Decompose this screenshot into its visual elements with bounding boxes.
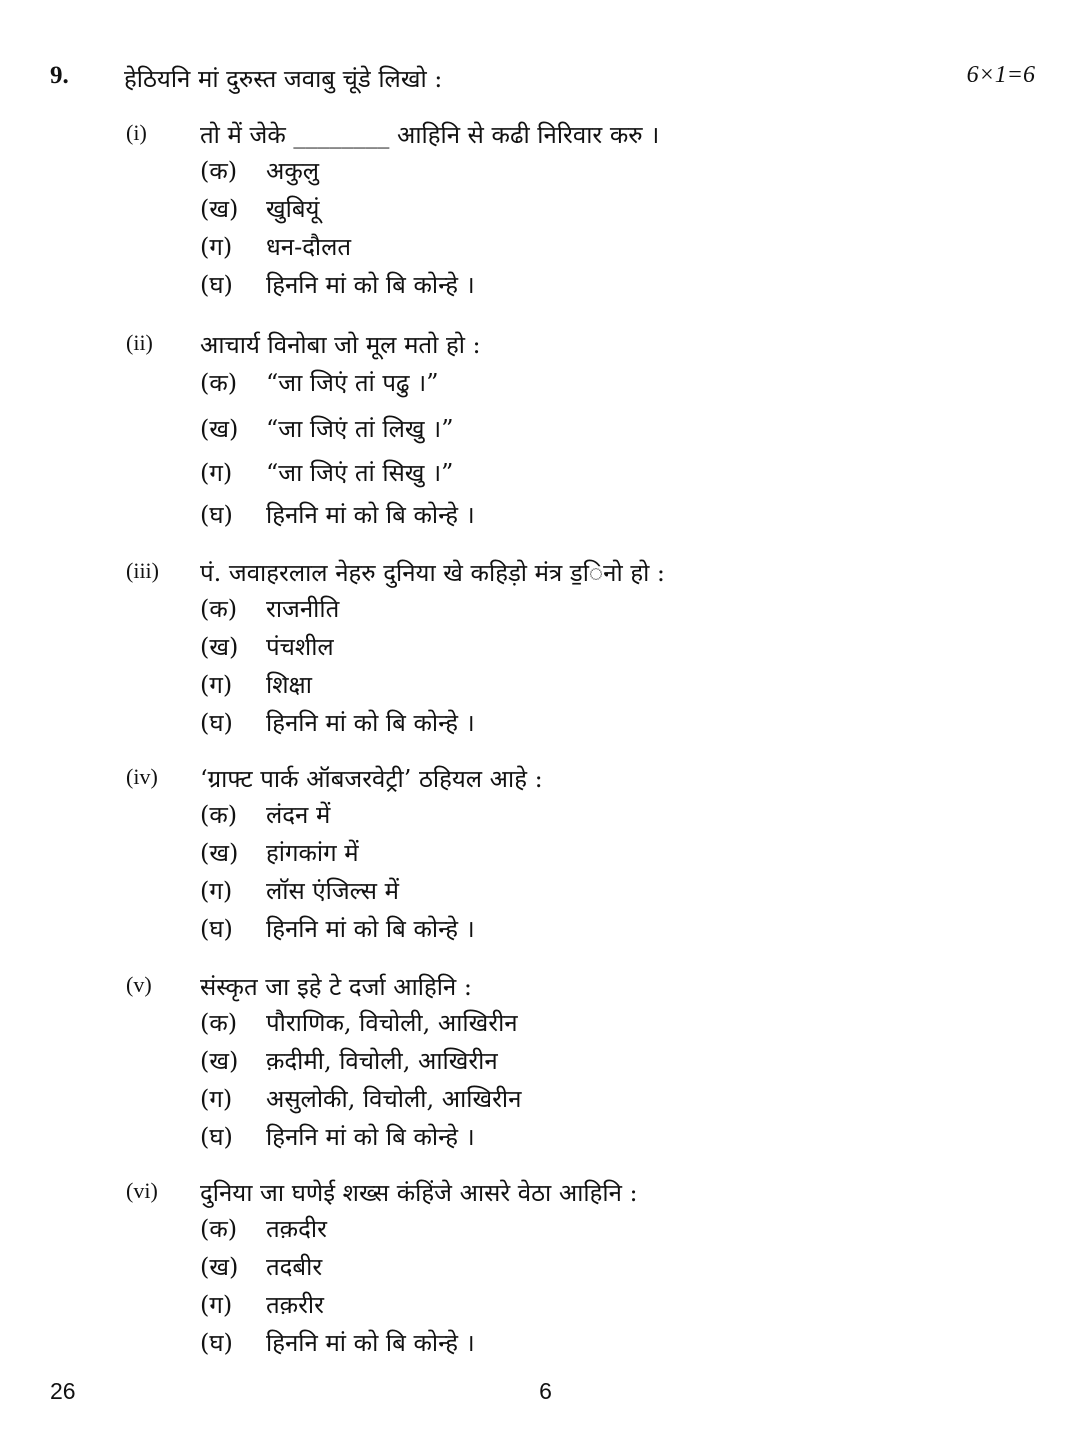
option-label: (क): [200, 801, 238, 829]
option-label: (ग): [200, 233, 233, 261]
answer-option: [200, 836, 359, 869]
option-text: असुलोकी, विचोली, आखिरीन: [266, 1085, 522, 1113]
answer-option: [200, 706, 475, 739]
answer-option: [200, 154, 319, 187]
answer-option: [200, 1250, 322, 1283]
option-text: लंदन में: [266, 801, 331, 829]
option-label: (ग): [200, 671, 233, 699]
option-label: (क): [200, 1009, 238, 1037]
option-label: (क): [200, 369, 238, 397]
answer-option: [200, 456, 453, 489]
option-text: पौराणिक, विचोली, आखिरीन: [266, 1009, 518, 1037]
question-instruction: हेठियनि मां दुरुस्त जवाबु चूंडे लिखो :: [124, 65, 443, 93]
answer-option: [200, 412, 454, 445]
option-label: (ख): [200, 839, 239, 867]
answer-option: [200, 192, 319, 225]
option-text: हांगकांग में: [266, 839, 359, 867]
answer-option: [200, 1044, 498, 1077]
answer-option: [200, 912, 475, 945]
answer-option: [200, 1288, 324, 1321]
option-text: तदबीर: [266, 1253, 323, 1281]
option-label: (घ): [200, 501, 233, 529]
subquestion-number: (iii): [126, 558, 159, 583]
subquestion-number: (iv): [126, 764, 158, 789]
option-text: हिननि मां को बि कोन्हे ।: [266, 271, 475, 299]
option-label: (घ): [200, 271, 233, 299]
option-label: (ख): [200, 195, 239, 223]
option-text: तक़रीर: [266, 1291, 324, 1319]
option-label: (ग): [200, 1085, 233, 1113]
answer-option: [200, 1006, 518, 1039]
subquestion-text: दुनिया जा घणेई शख्स कंहिंजे आसरे वेठा आहिनि :: [200, 1179, 638, 1207]
option-text: “जा जिएं तां सिखु ।”: [266, 459, 454, 487]
option-label: (क): [200, 157, 238, 185]
option-text: तक़दीर: [266, 1215, 327, 1243]
question-marks: 6×1=6: [966, 62, 1035, 88]
answer-option: [200, 498, 475, 531]
option-label: (क): [200, 1215, 238, 1243]
option-text: पंचशील: [266, 633, 334, 661]
paper-code: 26: [50, 1378, 76, 1404]
subquestion-text: ‘ग्राफ्ट पार्क ऑबजरवेट्री’ ठहियल आहे :: [200, 765, 543, 793]
question-number: 9.: [50, 62, 69, 89]
answer-option: [200, 1212, 327, 1245]
subquestion-text: आचार्य विनोबा जो मूल मतो हो :: [200, 331, 481, 359]
option-text: अकुलु: [266, 157, 320, 185]
option-label: (ग): [200, 459, 233, 487]
answer-option: [200, 874, 399, 907]
option-label: (ग): [200, 1291, 233, 1319]
subquestion-number: (v): [126, 972, 152, 997]
page-number: 6: [539, 1378, 552, 1404]
option-label: (ख): [200, 1047, 239, 1075]
option-label: (घ): [200, 709, 233, 737]
subquestion-number: (vi): [126, 1178, 158, 1203]
answer-option: [200, 1082, 521, 1115]
answer-option: [200, 798, 330, 831]
answer-option: [200, 1326, 475, 1359]
subquestion-text: पं. जवाहरलाल नेहरु दुनिया खे कहिड़ो मंत्र ड॒िनो हो :: [200, 559, 666, 587]
subquestion-text: तो में जेके ________ आहिनि से कढी निरिवार करु ।: [200, 121, 660, 149]
option-text: धन-दौलत: [266, 233, 352, 261]
answer-option: [200, 592, 339, 625]
option-text: क़दीमी, विचोली, आखिरीन: [266, 1047, 498, 1075]
option-text: राजनीति: [266, 595, 340, 623]
answer-option: [200, 268, 475, 301]
option-text: हिननि मां को बि कोन्हे ।: [266, 915, 475, 943]
option-text: हिननि मां को बि कोन्हे ।: [266, 709, 475, 737]
option-text: शिक्षा: [266, 671, 312, 699]
option-label: (ख): [200, 415, 239, 443]
answer-option: [200, 630, 334, 663]
option-text: “जा जिएं तां लिखु ।”: [266, 415, 454, 443]
option-label: (ग): [200, 877, 233, 905]
option-text: खुबियूं: [266, 195, 320, 223]
option-text: “जा जिएं तां पढु ।”: [266, 369, 439, 397]
answer-option: [200, 366, 439, 399]
option-label: (क): [200, 595, 238, 623]
option-text: लॉस एंजिल्स में: [266, 877, 399, 905]
option-label: (घ): [200, 1329, 233, 1357]
answer-option: [200, 668, 312, 701]
option-text: हिननि मां को बि कोन्हे ।: [266, 1123, 475, 1151]
option-label: (ख): [200, 1253, 239, 1281]
option-label: (घ): [200, 1123, 233, 1151]
subquestion-number: (i): [126, 120, 147, 145]
option-label: (ख): [200, 633, 239, 661]
answer-option: [200, 1120, 475, 1153]
option-text: हिननि मां को बि कोन्हे ।: [266, 1329, 475, 1357]
answer-option: [200, 230, 351, 263]
option-text: हिननि मां को बि कोन्हे ।: [266, 501, 475, 529]
subquestion-number: (ii): [126, 330, 153, 355]
subquestion-text: संस्कृत जा इहे टे दर्जा आहिनि :: [200, 973, 472, 1001]
option-label: (घ): [200, 915, 233, 943]
